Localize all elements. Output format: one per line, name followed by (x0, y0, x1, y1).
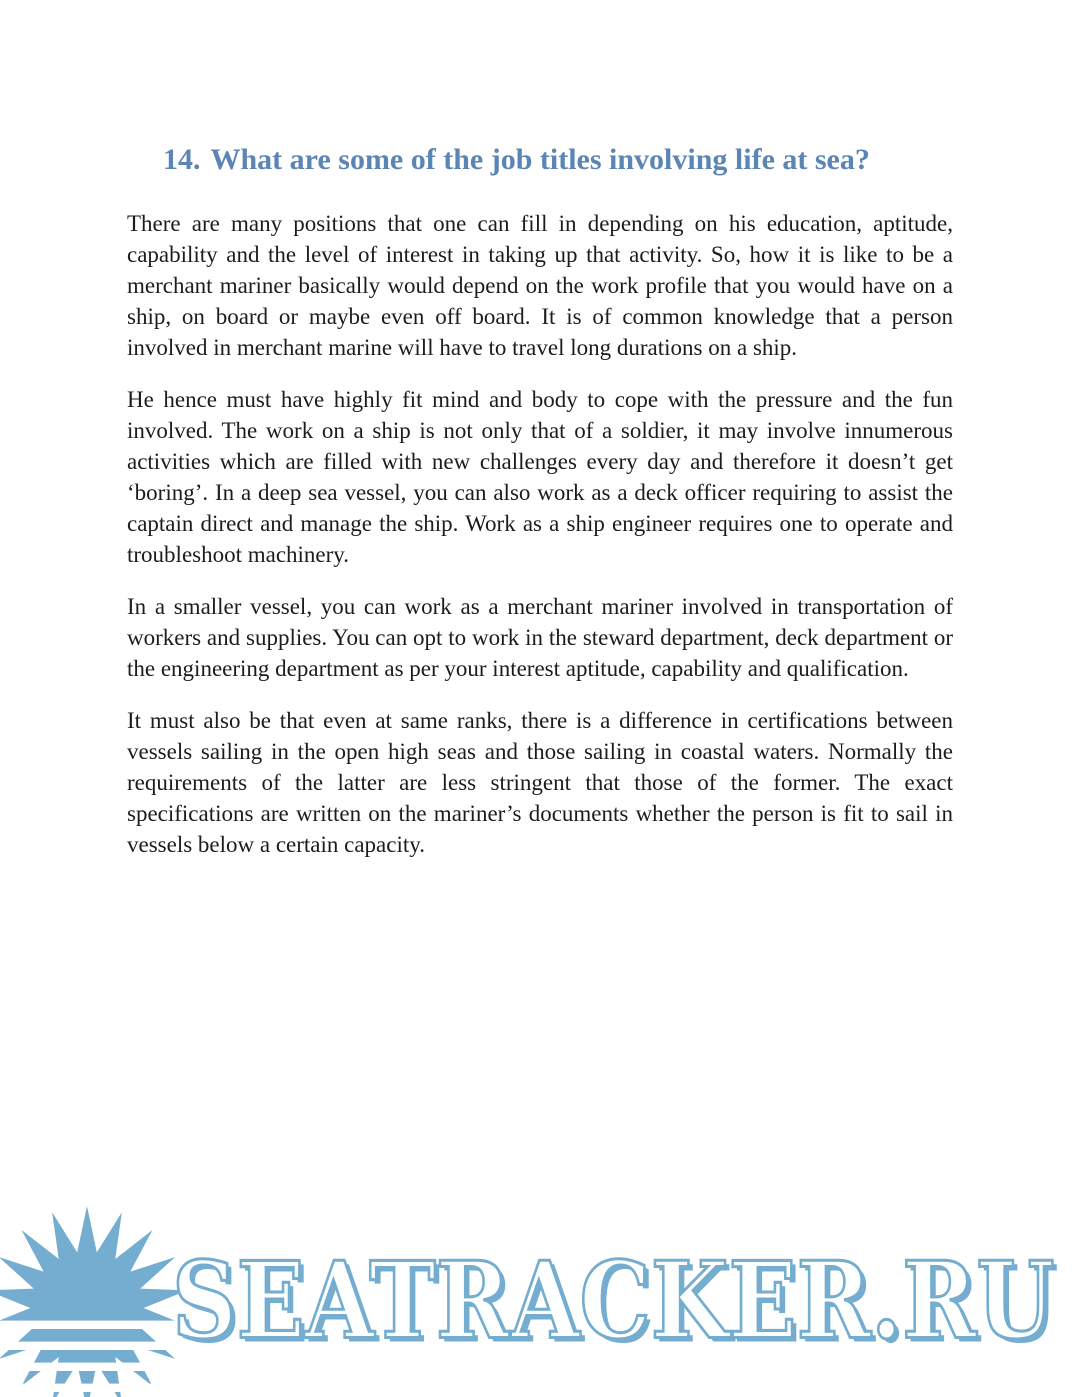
sun-logo-icon (0, 1203, 192, 1397)
watermark-text: SEATRACKER.RU (172, 1237, 1055, 1363)
paragraph-3: In a smaller vessel, you can work as a merchant mariner involved in transportation of workers and supplies. You can opt to work in the steward department, deck department or the engineering department as per your interest aptitude, capability and qualification. (127, 593, 953, 681)
heading-number: 14. (163, 143, 201, 176)
heading-text: What are some of the job titles involving life at sea? (210, 143, 870, 176)
page-title (163, 138, 953, 182)
paragraph-1: There are many positions that one can fill in depending on his education, aptitude, capability and the level of interest in taking up that activity. So, how it is like to be a merchant mariner basically would depend on the work profile that you would have on a ship, on board or maybe even off board. It is of common knowledge that a person involved in merchant marine will have to travel long durations on a ship. (127, 210, 953, 360)
watermark (0, 1207, 1080, 1397)
paragraph-4: It must also be that even at same ranks, there is a difference in certifications between vessels sailing in the open high seas and those sailing in coastal waters. Normally the requirements of the latter are less stringent that those of the former. The exact specifications are written on the mariner’s documents whether the person is fit to sail in vessels below a certain capacity. (127, 707, 953, 857)
paragraph-2: He hence must have highly fit mind and body to cope with the pressure and the fun involved. The work on a ship is not only that of a soldier, it may involve innumerous activities which are filled with new challenges every day and therefore it doesn’t get ‘boring’. In a deep sea vessel, you can also work as a deck officer requiring to assist the captain direct and manage the ship. Work as a ship engineer requires one to operate and troubleshoot machinery. (127, 386, 953, 567)
